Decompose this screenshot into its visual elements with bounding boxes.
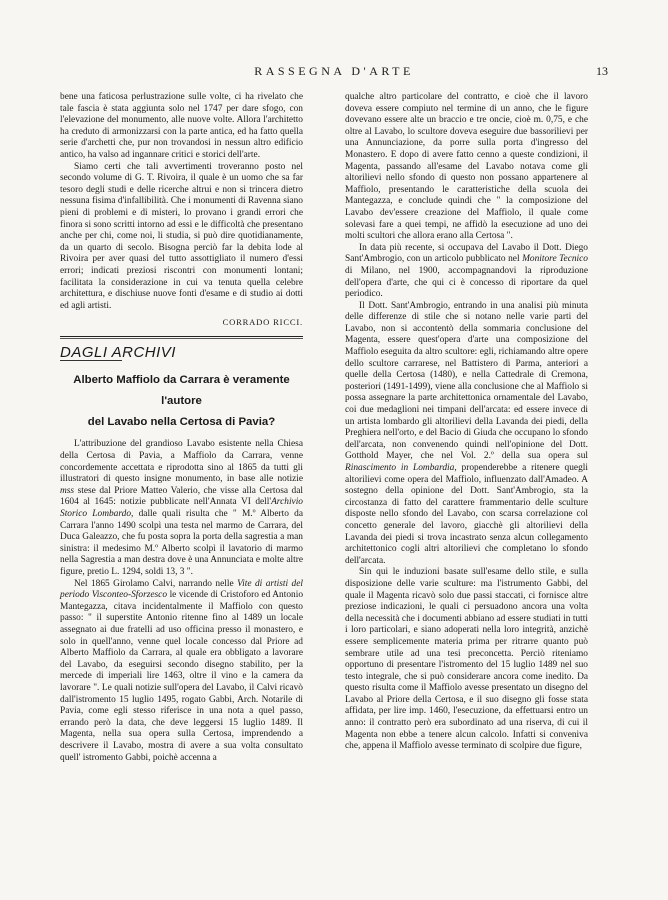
- right-column: [345, 92, 588, 753]
- page-number: 13: [596, 64, 608, 78]
- body-paragraph: qualche altro particolare del contratto, e cioè che il lavoro doveva essere compiuto nel termine di un anno, che le figure dovevano essere alte un braccio e tre oncie, cioè m. 0,75, e che oltre al Lavabo, lo scultore doveva eseguire due bassorilievi per una Annunciazione, da porre sulla porta d'ingresso del Monastero. E dopo di avere fatto cenno a queste condizioni, il Magenta, passando all'esame del Lavabo notava come gli altorilievi nello sfondo di questo non possano appartenere al Maffiolo, presentando le caratteristiche della scuola dei Mantegazza, e conclude quindi che " la composizione del Lavabo dev'essere creazione del Maffiolo, il quale come solevasi fare a quei tempi, ne affidò la esecuzione ad uno dei molti scultori che allora erano alla Certosa ".: [345, 92, 588, 242]
- body-paragraph: In data più recente, si occupava del Lavabo il Dott. Diego Sant'Ambrogio, con un articolo pubblicato nel Monitore Tecnico di Milano, nel 1900, accompagnandovi la riproduzione dell'opera d'arte, che qui ci è concesso di riportare da quel periodico.: [345, 242, 588, 300]
- body-paragraph: Il Dott. Sant'Ambrogio, entrando in una analisi più minuta delle differenze di stile che si notano nelle varie parti del Lavabo, non si accontentò della sommaria conclusione del Magenta, essere quest'opera d'arte una composizione del Maffiolo eseguita da altro scultore: egli, richiamando altre opere dello scultore carrarese, nel Battistero di Parma, anteriori a quelle della Certosa (1480), e nella Cattedrale di Cremona, posteriori (1491-1499), viene alla conclusione che al Maffiolo si possa assegnare la parte architettonica ornamentale del Lavabo, coi due medaglioni nei timpani dell'arcata: ed essere invece di un artista lombardo gli altorilievi della Lavanda dei piedi, della Preghiera nell'orto, e del Bacio di Giuda che occupano lo sfondo dell'arcata, non convenendo quindi nell'opinione del Dott. Gotthold Mayer, che nel Vol. 2.º della sua opera sul Rinascimento in Lombardia, propenderebbe a ritenere quegli altorilievi come opera del Maffiolo, influenzato dall'Amadeo. A sostegno della opinione del Dott. Sant'Ambrogio, sta la circostanza di fatto del carattere frammentario delle sculture disposte nello sfondo del Lavabo, con scarsa correlazione col concetto generale del lavoro, giacchè gli altorilievi della Lavanda dei piedi si trova incastrato senza alcun collegamento architettonico cogli altri altorilievi che completano lo sfondo dell'arcata.: [345, 300, 588, 566]
- section-divider: [60, 336, 303, 337]
- left-column: [60, 92, 303, 764]
- body-paragraph: Nel 1865 Girolamo Calvi, narrando nelle Vite di artisti del periodo Visconteo-Sforzesco le vicende di Cristoforo ed Antonio Mantegazza, citava incidentalmente il Maffiolo con questo passo: " il superstite Antonio ritenne fino al 1489 un locale assegnato ai due fratelli ad uso officina presso il monastero, e solo in quell'anno, venne quel locale concesso dal Priore ad Alberto Maffiolo da Carrara, al quale era obbligato a lavorare del Lavabo, da eseguirsi secondo disegno stabilito, per la mercede di imperiali lire 1463, oltre il vino e la camera da lavorare ". Le quali notizie sull'opera del Lavabo, il Calvi ricavò dall'istromento 15 luglio 1495, rogato Gabbi, Arch. Notarile di Pavia, come egli stesso riferisce in una nota a quel passo, errando però la data, che deve leggersi 15 luglio 1489. Il Magenta, nella sua opera sulla Certosa, imprendendo a descrivere il Lavabo, mostra di avere a sua volta consultato quell' istromento Gabbi, poichè accenna a: [60, 578, 304, 763]
- article-title-line: Alberto Maffiolo da Carrara è veramente l'autore: [73, 374, 290, 408]
- author-signature: CORRADO RICCI.: [222, 317, 303, 328]
- body-paragraph: Sin qui le induzioni basate sull'esame dello stile, e sulla disposizione delle varie sculture: ma l'istrumento Gabbi, del quale il Magenta ricavò solo due passi staccati, ci fornisce altre preziose indicazioni, le quali ci persuadono ancora una volta della necessità che i documenti abbiano ad essere studiati in tutti i loro particolari, e siano adoperati nella loro integrità, anzichè essere semplicemente materia prima per ritrarre quanto può sembrare utile ad una tesi preconcetta. Perciò riteniamo opportuno di presentare l'istromento del 15 luglio 1489 nel suo testo integrale, che si può considerare ancora come inedito. Da questo risulta come il Maffiolo avesse presentato un disegno del Lavabo al Priore della Certosa, e il suo disegno gli fosse stata affidata, per lire imp. 1460, l'esecuzione, da effettuarsi entro un anno: il contratto però era subordinato ad una riserva, di cui il Magenta non ebbe a tenere alcun calcolo. Infatti si conveniva che, appena il Maffiolo avesse terminato di scolpire due figure,: [345, 567, 588, 752]
- section-divider-thin: [60, 338, 303, 339]
- article-title: [60, 370, 303, 433]
- intro-paragraph: Siamo certi che tali avvertimenti troveranno posto nel secondo volume di G. T. Rivoira, il quale è un uomo che sa far tesoro degli studi e delle ricerche altrui e non si trincera dietro nessuna fisima d'infallibilità. Che i monumenti di Ravenna siano pieni di problemi e di misteri, lo provano i grandi errori che finora si sono scritti intorno ad essi e le difficoltà che presentano anche per chi, come noi, li studia, si può dire quotidianamente, da un quarto di secolo. Bisogna perciò far la debita lode al Rivoira per aver quasi del tutto assottigliato il numero d'essi errori; indicati preziosi riscontri con monumenti lontani; facilitata la considerazione in cui va tenuta quella celebre architettura, e dischiuse nuove fonti d'esame e di studio ai dotti ed agli artisti.: [60, 161, 303, 311]
- running-title: RASSEGNA D'ARTE: [254, 64, 414, 78]
- intro-paragraph: bene una faticosa perlustrazione sulle volte, ci ha rivelato che tale fascia è stata aggiunta solo nel 1747 per dare sfogo, con l'elevazione del monumento, alle nuove volte. Allora l'architetto ha creduto di armonizzarsi con la parte antica, ed ha fatto quella serie d'archetti che, pur non trovandosi in nessun altro edificio antico, ha valso ad ingannare critici e storici dell'arte.: [60, 92, 303, 160]
- section-title: DAGLI ARCHIVI: [60, 343, 176, 361]
- body-paragraph: L'attribuzione del grandioso Lavabo esistente nella Chiesa della Certosa di Pavia, a Maffiolo da Carrara, venne concordemente accettata e riprodotta sino al 1865 da tutti gli illustratori di questo insigne monumento, in base alle notizie mss stese dal Priore Matteo Valerio, che visse alla Certosa dal 1604 al 1645: notizie pubblicate nell'Annata VI dell'Archivio Storico Lombardo, dalle quali risulta che " M.º Alberto da Carrara l'anno 1490 scolpì una testa nel marmo de Carrara, del Duca Galeazzo, che fu posta sopra la porta della sagrestia a man sinistra: il medesimo M.º Alberto scolpì il lavatorio di marmo nella Sagrestia a man destra dove è una Annunciata e molte altre figure, pretio L. 1294, soldi 13, 3 ".: [60, 439, 303, 577]
- page-header: [60, 64, 608, 82]
- article-title-line: del Lavabo nella Certosa di Pavia?: [87, 416, 276, 429]
